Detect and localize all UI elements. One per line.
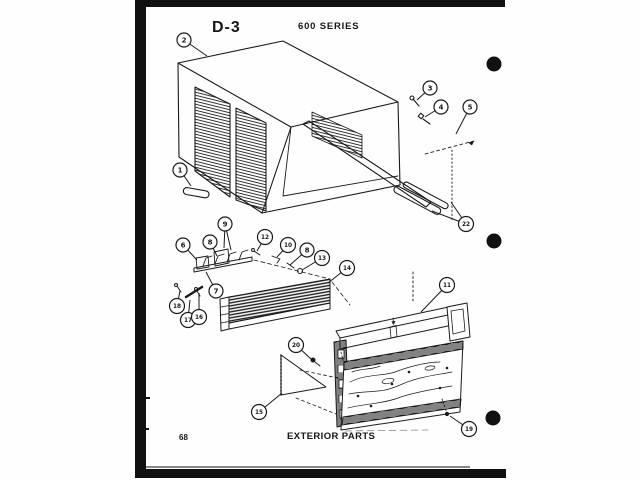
handle-part <box>183 187 210 198</box>
callout-5-4 <box>456 100 477 134</box>
svg-text:19: 19 <box>464 427 474 434</box>
callout-14-13 <box>328 261 355 284</box>
svg-text:7: 7 <box>213 287 219 296</box>
svg-text:10: 10 <box>283 243 293 250</box>
callout-16-17 <box>192 293 207 325</box>
svg-text:18: 18 <box>172 304 182 311</box>
side-wing-part <box>281 355 326 395</box>
cabinet-drawing <box>178 41 474 222</box>
callout-22-5 <box>432 202 474 232</box>
svg-text:12: 12 <box>260 235 270 242</box>
svg-text:4: 4 <box>438 103 444 112</box>
callout-1-1 <box>173 163 191 186</box>
callout-15-18 <box>252 393 283 420</box>
callout-9-8 <box>218 217 232 250</box>
series-label: 600 SERIES <box>298 21 360 32</box>
page-bottom-border <box>135 469 506 478</box>
callout-12-9 <box>257 230 273 252</box>
svg-text:14: 14 <box>342 266 352 273</box>
page-left-border <box>135 0 146 473</box>
callout-3-2 <box>417 81 437 100</box>
svg-text:13: 13 <box>317 256 327 263</box>
svg-text:16: 16 <box>194 315 204 322</box>
page-top-border <box>135 0 505 7</box>
svg-text:2: 2 <box>181 36 187 45</box>
page-number: 68 <box>179 433 188 442</box>
svg-text:9: 9 <box>222 220 228 229</box>
svg-text:15: 15 <box>254 410 264 417</box>
registration-dot <box>487 234 502 249</box>
callout-20-19 <box>289 338 312 360</box>
svg-text:6: 6 <box>180 241 186 250</box>
svg-text:3: 3 <box>427 84 433 93</box>
callout-4-3 <box>425 100 448 117</box>
callout-2-0 <box>177 33 207 56</box>
svg-text:5: 5 <box>467 103 473 112</box>
svg-text:1: 1 <box>177 166 183 175</box>
callout-7-14 <box>206 272 223 298</box>
callout-19-21 <box>450 416 477 437</box>
svg-text:11: 11 <box>442 283 452 290</box>
diagram-title: D-3 <box>212 19 241 36</box>
svg-text:22: 22 <box>461 222 471 229</box>
callout-8-7 <box>203 235 217 256</box>
svg-text:8: 8 <box>304 246 310 255</box>
registration-dot <box>487 57 502 72</box>
svg-text:20: 20 <box>291 343 301 350</box>
callout-10-10 <box>277 238 296 258</box>
svg-text:8: 8 <box>207 238 213 247</box>
callout-6-6 <box>176 238 197 260</box>
callout-18-15 <box>170 291 185 314</box>
footer-title: EXTERIOR PARTS <box>287 431 376 442</box>
registration-dot <box>486 411 501 426</box>
svg-text:17: 17 <box>183 318 193 325</box>
